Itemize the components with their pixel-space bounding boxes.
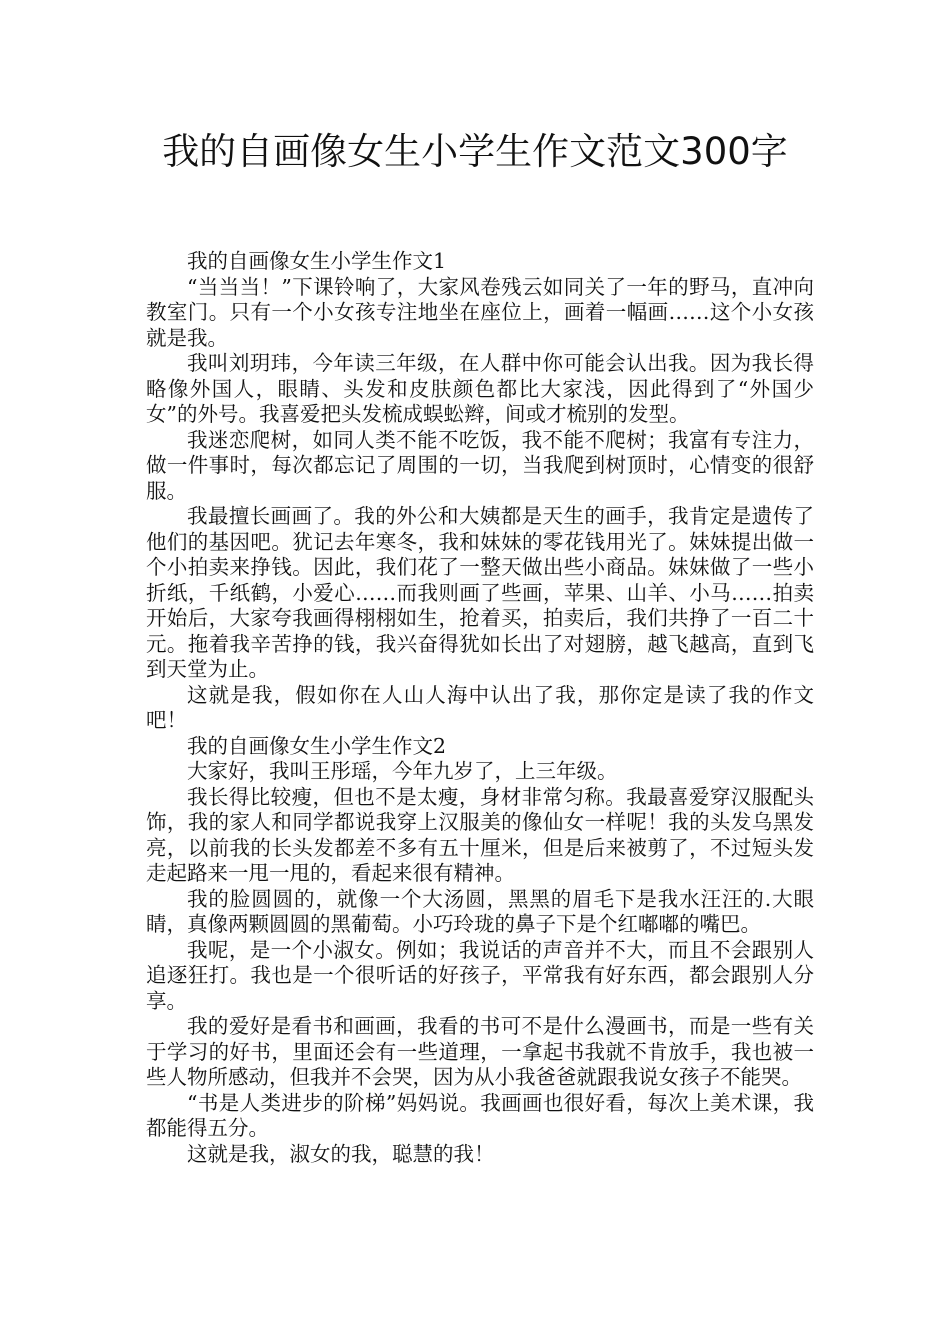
article-body bbox=[146, 249, 814, 1167]
essay-heading-2: 我的自画像女生小学生作文2 bbox=[187, 733, 447, 758]
paragraph: 我叫刘玥玮，今年读三年级，在人群中你可能会认出我。因为我长得略像外国人，眼睛、头发和皮肤颜色都比大家浅，因此得到了“外国少女”的外号。我喜爱把头发梳成蜈蚣辫，间或才梳别的发型。 bbox=[146, 351, 814, 426]
paragraph: “当当当！”下课铃响了，大家风卷残云如同关了一年的野马，直冲向教室门。只有一个小女孩专注地坐在座位上，画着一幅画……这个小女孩就是我。 bbox=[146, 274, 814, 350]
page-title: 我的自画像女生小学生作文范文300字 bbox=[162, 130, 788, 173]
paragraph: 我迷恋爬树，如同人类不能不吃饭，我不能不爬树；我富有专注力，做一件事时，每次都忘记了周围的一切，当我爬到树顶时，心情变的很舒服。 bbox=[146, 427, 814, 503]
essay-heading-1: 我的自画像女生小学生作文1 bbox=[187, 249, 447, 273]
paragraph: 我的爱好是看书和画画，我看的书可不是什么漫画书，而是一些有关于学习的好书，里面还会有一些道理，一拿起书我就不肯放手，我也被一些人物所感动，但我并不会哭，因为从小我爸爸就跟我说女孩子不能哭。 bbox=[146, 1014, 814, 1089]
paragraph: 这就是我，淑女的我，聪慧的我！ bbox=[187, 1141, 495, 1166]
paragraph: 我长得比较瘦，但也不是太瘦，身材非常匀称。我最喜爱穿汉服配头饰，我的家人和同学都说我穿上汉服美的像仙女一样呢！我的头发乌黑发亮，以前我的长头发都差不多有五十厘米，但是后来被剪了，不过短头发走起路来一甩一甩的，看起来很有精神。 bbox=[146, 784, 814, 885]
paragraph: 大家好，我叫王彤瑶，今年九岁了，上三年级。 bbox=[187, 759, 618, 783]
paragraph: 我呢，是一个小淑女。例如；我说话的声音并不大，而且不会跟别人追逐狂打。我也是一个很听话的好孩子，平常我有好东西，都会跟别人分享。 bbox=[146, 937, 814, 1013]
paragraph: 我最擅长画画了。我的外公和大姨都是天生的画手，我肯定是遗传了他们的基因吧。犹记去年寒冬，我和妹妹的零花钱用光了。妹妹提出做一个小拍卖来挣钱。因此，我们花了一整天做出些小商品。妹妹做了一些小折纸，千纸鹤，小爱心……而我则画了些画，苹果、山羊、小马……拍卖开始后，大家夸我画得栩栩如生，抢着买，拍卖后，我们共挣了一百二十元。拖着我辛苦挣的钱，我兴奋得犹如长出了对翅膀，越飞越高，直到飞到天堂为止。 bbox=[146, 504, 814, 681]
paragraph: “书是人类进步的阶梯”妈妈说。我画画也很好看，每次上美术课，我都能得五分。 bbox=[146, 1090, 814, 1140]
paragraph: 我的脸圆圆的，就像一个大汤圆，黑黑的眉毛下是我水汪汪的.大眼睛，真像两颗圆圆的黑葡萄。小巧玲珑的鼻子下是个红嘟嘟的嘴巴。 bbox=[146, 886, 814, 936]
paragraph: 这就是我，假如你在人山人海中认出了我，那你定是读了我的作文吧！ bbox=[146, 682, 814, 732]
